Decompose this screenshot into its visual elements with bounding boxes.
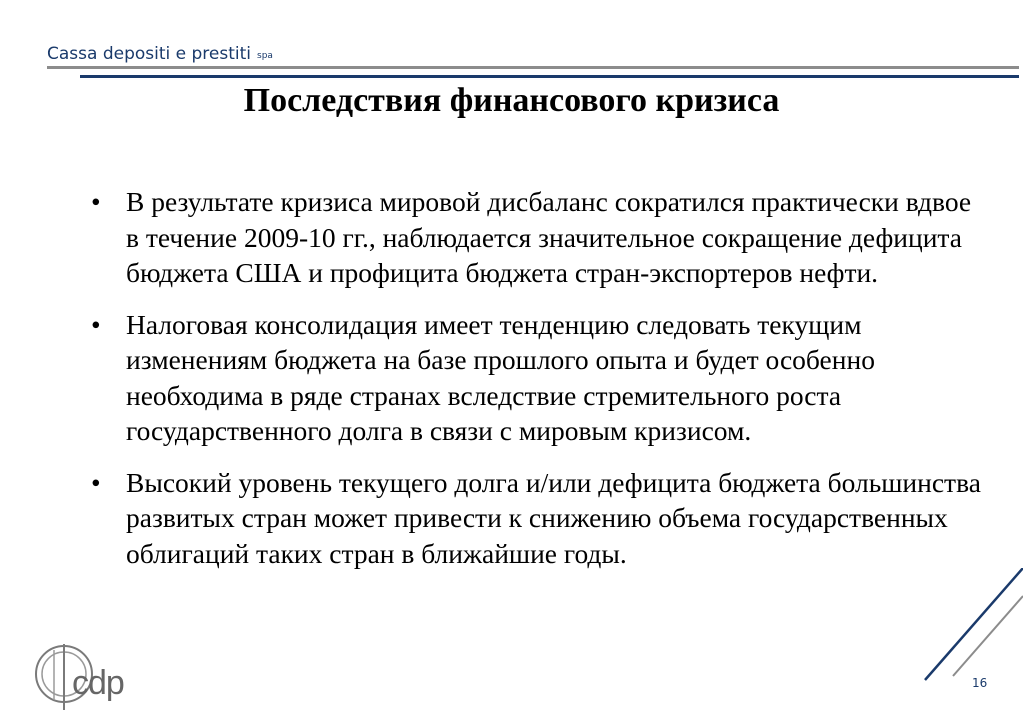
- bullet-item: [90, 307, 990, 449]
- cdp-logo-text: cdp: [72, 664, 124, 702]
- header-divider-grey: [47, 66, 1019, 69]
- page-number: 16: [972, 676, 988, 690]
- header-divider-navy: [80, 75, 1019, 78]
- bullet-marker: •: [91, 466, 101, 498]
- corner-stripes-decoration: [905, 568, 1023, 688]
- slide-title: Последствия финансового кризиса: [243, 82, 780, 119]
- bullet-text: В результате кризиса мировой дисбаланс сократился практически вдвое в течение 2009-10 гг., наблюдается значительное сокращение дефицита бюджета США и профицита бюджета стран-экспортеров нефти.: [126, 186, 972, 288]
- brand-header: [47, 44, 273, 64]
- bullet-marker: •: [91, 308, 101, 340]
- bullet-text: Налоговая консолидация имеет тенденцию следовать текущим изменениям бюджета на базе прошлого опыта и будет особенно необходима в ряде странах вследствие стремительного роста государственного долга в связи с мировым кризисом.: [126, 308, 875, 446]
- brand-name: Cassa depositi e prestiti: [47, 44, 251, 64]
- brand-suffix: spa: [257, 51, 273, 61]
- bullet-list: [90, 184, 990, 587]
- bullet-marker: •: [91, 186, 101, 217]
- bullet-item: [90, 465, 990, 572]
- bullet-item: [90, 184, 990, 291]
- bullet-text: Высокий уровень текущего долга и/или дефицита бюджета большинства развитых стран может привести к снижению объема государственных облигаций таких стран в ближайшие годы.: [126, 466, 981, 569]
